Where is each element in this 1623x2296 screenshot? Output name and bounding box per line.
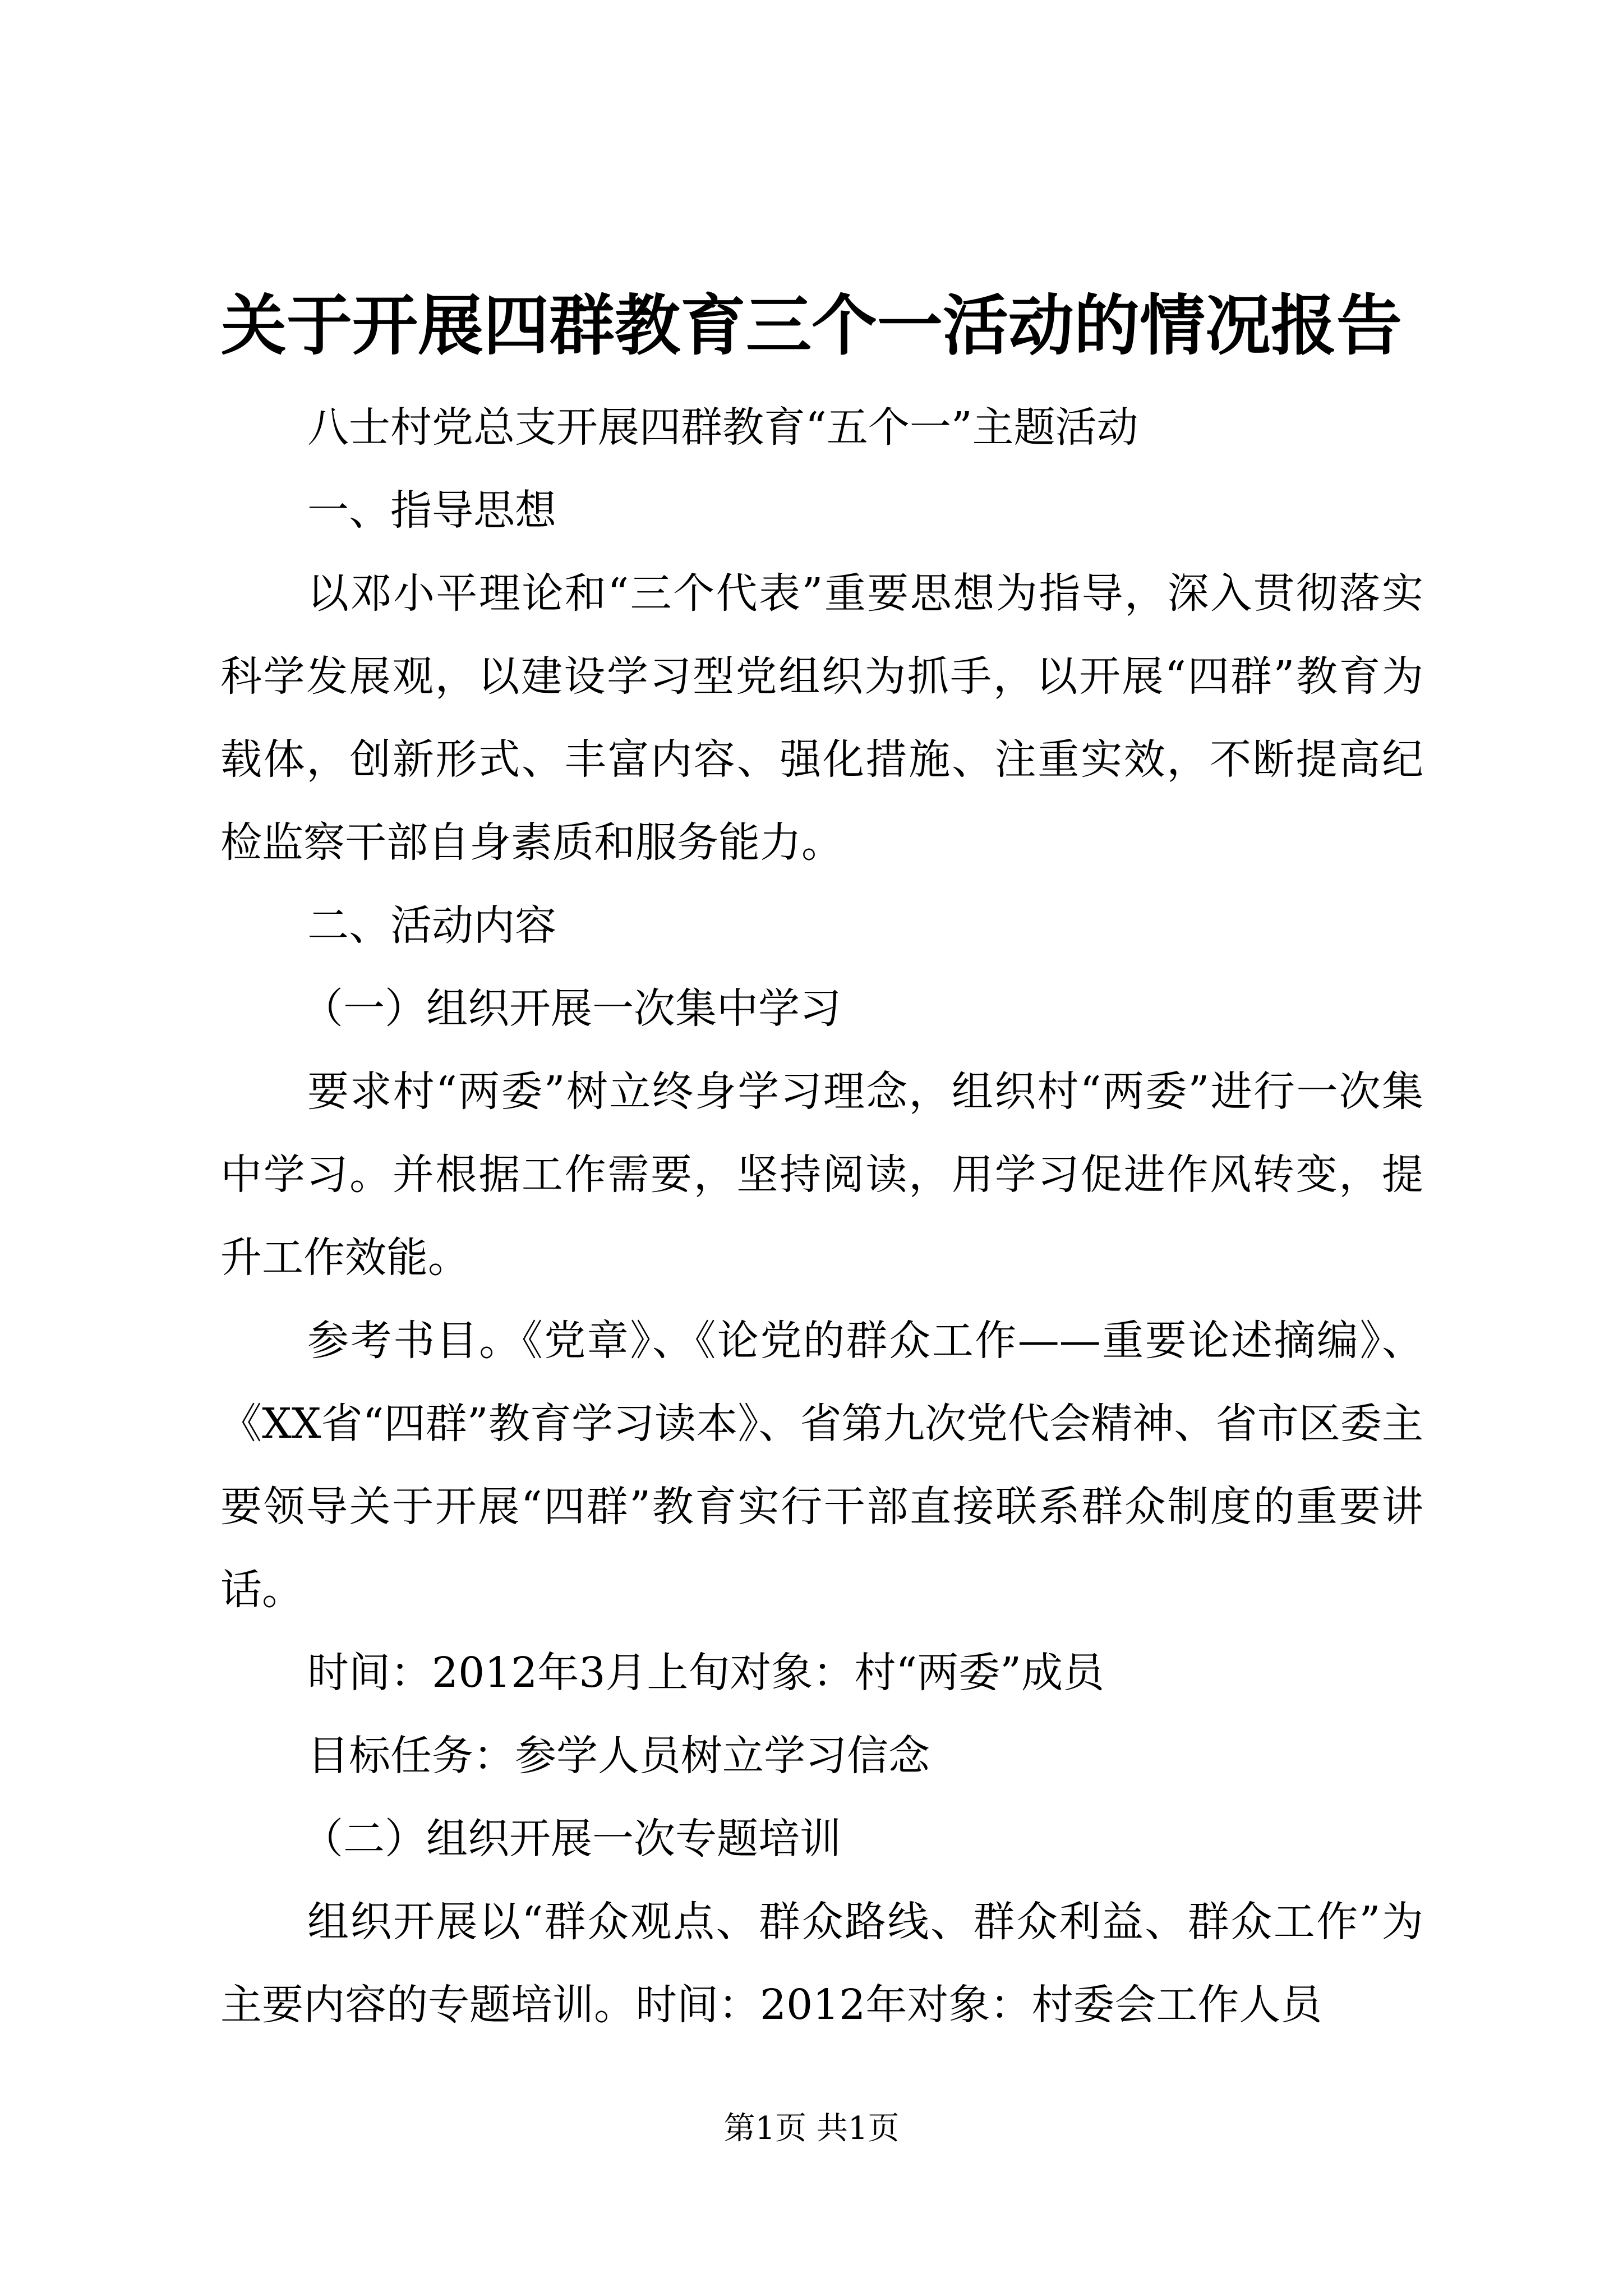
paragraph-study-time: 时间：2012年3月上旬对象：村“两委”成员 — [307, 1649, 1105, 1697]
paragraph-study-requirements: 要求村“两委”树立终身学习理念，组织村“两委”进行一次集中学习。并根据工作需要，坚持阅读，用学习促进作风转变，提升工作效能。 — [220, 1068, 1423, 1282]
paragraph-guiding-ideology: 以邓小平理论和“三个代表”重要思想为指导，深入贯彻落实科学发展观，以建设学习型党组织为抓手，以开展“四群”教育为载体，创新形式、丰富内容、强化措施、注重实效，不断提高纪检监察干部自身素质和服务能力。 — [220, 569, 1423, 867]
paragraph-study-goal: 目标任务：参学人员树立学习信念 — [307, 1732, 930, 1780]
paragraph-training-content: 组织开展以“群众观点、群众路线、群众利益、群众工作”为主要内容的专题培训。时间：2012年对象：村委会工作人员 — [220, 1898, 1423, 2029]
heading-activity-content: 二、活动内容 — [307, 901, 556, 950]
paragraph-reference-books: 参考书目。《党章》、《论党的群众工作——重要论述摘编》、《XX省“四群”教育学习读本》、省第九次党代会精神、省市区委主要领导关于开展“四群”教育实行干部直接联系群众制度的重要讲话。 — [220, 1317, 1423, 1614]
subheading-special-training: （二）组织开展一次专题培训 — [302, 1815, 841, 1863]
heading-guiding-ideology: 一、指导思想 — [307, 486, 556, 535]
subheading-centralized-study: （一）组织开展一次集中学习 — [302, 984, 841, 1033]
page-footer: 第1页 共1页 — [723, 2110, 900, 2147]
document-title: 关于开展四群教育三个一活动的情况报告 — [220, 287, 1402, 364]
paragraph-subtitle: 八士村党总支开展四群教育“五个一”主题活动 — [307, 403, 1138, 452]
document-body — [220, 386, 1423, 2046]
